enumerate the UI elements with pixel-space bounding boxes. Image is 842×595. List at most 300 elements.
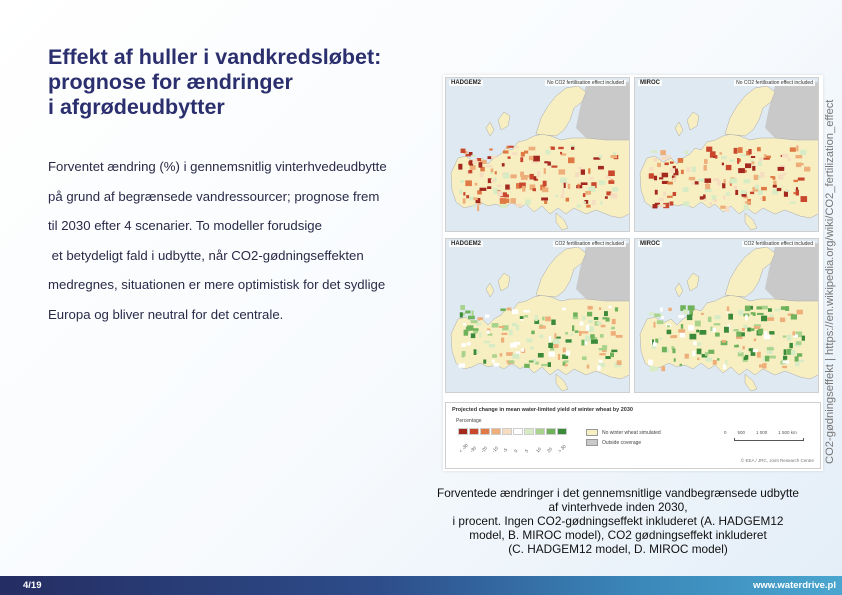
yield-cell bbox=[720, 152, 723, 155]
yield-cell bbox=[661, 316, 664, 319]
yield-cell bbox=[745, 315, 748, 321]
yield-cell bbox=[537, 171, 540, 177]
yield-cell bbox=[757, 147, 761, 151]
yield-cell bbox=[728, 314, 733, 320]
yield-cell bbox=[790, 147, 796, 151]
legend-tick-label: 10 bbox=[535, 446, 543, 454]
legend-tick-label: -20 bbox=[480, 445, 489, 454]
yield-cell bbox=[472, 329, 479, 331]
yield-cell bbox=[590, 186, 595, 192]
legend-swatch bbox=[513, 428, 523, 435]
yield-cell bbox=[599, 155, 602, 158]
yield-cell bbox=[476, 323, 481, 326]
legend-title: Projected change in mean water-limited yield of winter wheat by 2030 bbox=[452, 407, 633, 413]
yield-cell bbox=[572, 325, 574, 331]
yield-cell bbox=[520, 316, 524, 319]
key-label: No winter wheat simulated bbox=[602, 429, 661, 436]
legend-swatch bbox=[502, 428, 512, 435]
yield-cell bbox=[796, 341, 802, 345]
yield-cell bbox=[503, 173, 509, 179]
yield-cell bbox=[688, 325, 694, 331]
yield-cell bbox=[689, 177, 695, 180]
yield-cell bbox=[745, 306, 750, 312]
yield-cell bbox=[599, 307, 601, 310]
yield-cell bbox=[789, 202, 795, 204]
yield-cell bbox=[700, 196, 704, 199]
yield-cell bbox=[463, 198, 466, 203]
yield-cell bbox=[460, 305, 465, 310]
yield-cell bbox=[516, 325, 519, 331]
yield-cell bbox=[714, 323, 721, 325]
yield-cell bbox=[708, 317, 712, 322]
yield-cell bbox=[509, 360, 515, 363]
yield-cell bbox=[667, 325, 670, 327]
yield-cell bbox=[774, 309, 780, 312]
land-area bbox=[745, 374, 757, 391]
legend-key-outside bbox=[586, 439, 641, 446]
yield-cell bbox=[548, 362, 551, 367]
legend-tick-label: -10 bbox=[491, 445, 500, 454]
yield-cell bbox=[665, 155, 671, 158]
map-legend bbox=[445, 402, 821, 469]
yield-cell bbox=[717, 358, 719, 360]
body-line: Forventet ændring (%) i gennemsnitlig vinterhvedeudbytte bbox=[48, 159, 387, 174]
yield-cell bbox=[467, 342, 471, 345]
yield-cell bbox=[529, 147, 536, 151]
yield-cell bbox=[761, 316, 767, 322]
yield-cell bbox=[760, 172, 764, 178]
yield-cell bbox=[486, 165, 493, 167]
yield-cell bbox=[575, 172, 579, 177]
yield-cell bbox=[506, 352, 513, 356]
yield-cell bbox=[525, 199, 530, 205]
yield-cell bbox=[520, 157, 523, 162]
yield-cell bbox=[566, 339, 572, 342]
yield-cell bbox=[472, 155, 476, 157]
legend-key-no-data bbox=[586, 429, 661, 436]
yield-cell bbox=[685, 151, 689, 154]
yield-cell bbox=[759, 157, 762, 161]
yield-cell bbox=[724, 327, 729, 333]
yield-cell bbox=[473, 205, 476, 208]
yield-cell bbox=[658, 172, 660, 175]
caption-line: (C. HADGEM12 model, D. MIROC model) bbox=[508, 542, 728, 556]
yield-cell bbox=[459, 190, 462, 195]
body-line: Europa og bliver neutral for det centrale. bbox=[48, 306, 284, 322]
yield-cell bbox=[516, 146, 519, 148]
yield-cell bbox=[564, 360, 569, 362]
yield-cell bbox=[471, 333, 476, 338]
yield-cell bbox=[708, 350, 714, 354]
yield-cell bbox=[485, 315, 489, 318]
yield-cell bbox=[521, 175, 528, 180]
yield-cell bbox=[544, 161, 548, 163]
yield-cell bbox=[566, 198, 570, 202]
yield-cell bbox=[554, 333, 556, 339]
yield-cell bbox=[767, 351, 773, 354]
yield-cell bbox=[722, 340, 726, 343]
europe-map-image bbox=[635, 239, 819, 393]
yield-cell bbox=[750, 192, 754, 194]
yield-cell bbox=[541, 198, 548, 201]
map-model-label: MIROC bbox=[640, 241, 660, 247]
yield-cell bbox=[505, 185, 510, 190]
yield-cell bbox=[611, 193, 618, 198]
yield-cell bbox=[777, 188, 782, 191]
legend-swatches bbox=[458, 428, 568, 435]
map-panel bbox=[445, 238, 630, 393]
yield-cell bbox=[662, 347, 667, 353]
yield-cell bbox=[494, 363, 500, 367]
map-note: CO2 fertilisation effect included bbox=[743, 241, 813, 247]
yield-cell bbox=[796, 163, 801, 168]
yield-cell bbox=[721, 156, 727, 159]
yield-cell bbox=[461, 149, 466, 153]
yield-cell bbox=[558, 147, 563, 149]
yield-cell bbox=[658, 198, 664, 202]
yield-cell bbox=[787, 335, 791, 341]
yield-cell bbox=[683, 310, 688, 315]
yield-cell bbox=[472, 311, 474, 317]
yield-cell bbox=[545, 317, 551, 322]
yield-cell bbox=[750, 328, 754, 331]
yield-cell bbox=[495, 171, 497, 174]
yield-cell bbox=[477, 158, 481, 161]
yield-cell bbox=[583, 193, 586, 197]
yield-cell bbox=[539, 326, 546, 329]
yield-cell bbox=[533, 156, 540, 162]
yield-cell bbox=[730, 159, 735, 161]
yield-cell bbox=[673, 178, 676, 182]
yield-cell bbox=[477, 350, 479, 354]
yield-cell bbox=[663, 192, 666, 196]
yield-cell bbox=[762, 363, 766, 368]
yield-cell bbox=[568, 157, 575, 163]
outside-swatch bbox=[586, 439, 598, 446]
yield-cell bbox=[512, 152, 517, 155]
yield-cell bbox=[667, 182, 673, 185]
map-panel bbox=[634, 238, 819, 393]
source-credit: CO2-gødningseffekt | https://en.wikipedia.org/wiki/CO2_fertilization_effect bbox=[824, 99, 836, 464]
yield-cell bbox=[795, 356, 799, 361]
title-line: Effekt af huller i vandkredsløbet: bbox=[48, 45, 382, 69]
yield-cell bbox=[681, 170, 684, 174]
legend-subtitle: Percentage bbox=[456, 418, 482, 424]
yield-cell bbox=[512, 309, 518, 314]
yield-cell bbox=[796, 155, 803, 158]
yield-cell bbox=[500, 308, 505, 311]
yield-cell bbox=[571, 147, 574, 150]
yield-cell bbox=[548, 343, 553, 348]
yield-cell bbox=[553, 339, 560, 345]
yield-cell bbox=[459, 363, 465, 367]
yield-cell bbox=[753, 349, 758, 352]
yield-cell bbox=[560, 178, 567, 183]
legend-swatch bbox=[535, 428, 545, 435]
yield-cell bbox=[722, 163, 724, 166]
yield-cell bbox=[492, 323, 499, 328]
yield-cell bbox=[793, 180, 798, 182]
yield-cell bbox=[477, 190, 482, 194]
yield-cell bbox=[714, 315, 720, 319]
yield-cell bbox=[678, 329, 685, 333]
yield-cell bbox=[760, 197, 763, 200]
yield-cell bbox=[668, 308, 671, 311]
yield-cell bbox=[501, 338, 504, 343]
yield-cell bbox=[768, 308, 772, 312]
yield-cell bbox=[544, 168, 546, 174]
map-note: No CO2 fertilisation effect included bbox=[736, 80, 813, 86]
yield-cell bbox=[690, 334, 697, 340]
yield-cell bbox=[681, 324, 683, 329]
yield-cell bbox=[529, 360, 534, 362]
yield-cell bbox=[734, 148, 738, 154]
no-data-swatch bbox=[586, 429, 598, 436]
title-line: i afgrødeudbytter bbox=[48, 95, 225, 119]
yield-cell bbox=[578, 167, 583, 170]
yield-cell bbox=[600, 334, 604, 338]
map-model-label: MIROC bbox=[640, 80, 660, 86]
yield-cell bbox=[696, 330, 699, 333]
yield-cell bbox=[599, 353, 606, 355]
yield-cell bbox=[693, 341, 697, 345]
yield-cell bbox=[463, 192, 465, 196]
yield-cell bbox=[799, 360, 805, 363]
yield-cell bbox=[657, 163, 661, 167]
yield-cell bbox=[781, 306, 788, 310]
yield-cell bbox=[500, 198, 507, 204]
yield-cell bbox=[561, 195, 565, 198]
europe-map-image bbox=[635, 78, 819, 232]
yield-cell bbox=[782, 366, 787, 368]
body-line: på grund af begrænsede vandressourcer; prognose frem bbox=[48, 188, 380, 204]
yield-cell bbox=[783, 356, 787, 360]
yield-cell bbox=[672, 348, 675, 353]
legend-swatch bbox=[546, 428, 556, 435]
yield-cell bbox=[588, 168, 590, 173]
yield-cell bbox=[672, 176, 675, 179]
yield-cell bbox=[542, 317, 545, 321]
yield-cell bbox=[784, 349, 787, 355]
yield-cell bbox=[758, 190, 764, 195]
yield-cell bbox=[697, 358, 700, 360]
yield-cell bbox=[612, 319, 616, 324]
yield-cell bbox=[524, 310, 531, 313]
yield-cell bbox=[460, 312, 463, 317]
land-area bbox=[486, 122, 494, 136]
yield-cell bbox=[469, 152, 473, 155]
yield-cell bbox=[680, 364, 683, 366]
yield-cell bbox=[804, 167, 810, 172]
yield-cell bbox=[612, 187, 618, 191]
yield-cell bbox=[577, 184, 579, 189]
yield-cell bbox=[662, 173, 669, 178]
yield-cell bbox=[751, 160, 755, 162]
scale-bar-labels bbox=[724, 430, 797, 435]
yield-cell bbox=[491, 169, 494, 173]
yield-cell bbox=[674, 358, 676, 362]
yield-cell bbox=[699, 330, 706, 335]
yield-cell bbox=[491, 179, 495, 183]
yield-cell bbox=[778, 167, 785, 171]
yield-cell bbox=[783, 361, 790, 364]
yield-cell bbox=[767, 347, 774, 350]
yield-cell bbox=[743, 346, 745, 350]
yield-cell bbox=[653, 204, 658, 208]
map-panel bbox=[634, 77, 819, 232]
scale-label: 1 500 km bbox=[778, 430, 797, 435]
yield-cell bbox=[791, 314, 797, 319]
yield-cell bbox=[769, 331, 774, 335]
yield-cell bbox=[667, 349, 669, 353]
yield-cell bbox=[506, 146, 509, 148]
yield-cell bbox=[608, 171, 615, 177]
land-area bbox=[687, 112, 699, 130]
yield-cell bbox=[788, 158, 791, 161]
map-note: No CO2 fertilisation effect included bbox=[547, 80, 624, 86]
yield-cell bbox=[657, 320, 664, 324]
yield-cell bbox=[586, 325, 589, 331]
yield-cell bbox=[752, 166, 755, 171]
yield-cell bbox=[599, 180, 606, 185]
yield-cell bbox=[521, 152, 525, 157]
yield-cell bbox=[529, 156, 534, 161]
yield-cell bbox=[673, 192, 677, 196]
yield-cell bbox=[725, 360, 727, 365]
land-area bbox=[556, 213, 568, 230]
yield-cell bbox=[683, 187, 689, 192]
yield-cell bbox=[475, 183, 478, 186]
key-label: Outside coverage bbox=[602, 439, 642, 446]
yield-cell bbox=[462, 353, 465, 358]
yield-cell bbox=[754, 339, 756, 342]
yield-cell bbox=[565, 364, 568, 367]
yield-cell bbox=[531, 331, 534, 335]
yield-cell bbox=[797, 310, 803, 315]
yield-cell bbox=[669, 168, 675, 173]
yield-cell bbox=[464, 330, 469, 336]
yield-cell bbox=[502, 333, 508, 335]
yield-cell bbox=[483, 360, 486, 364]
yield-cell bbox=[782, 173, 786, 176]
yield-cell bbox=[705, 178, 712, 183]
yield-cell bbox=[480, 188, 487, 191]
yield-cell bbox=[773, 185, 777, 188]
yield-cell bbox=[697, 349, 702, 355]
yield-cell bbox=[530, 174, 534, 180]
caption-line: i procent. Ingen CO2-gødningseffekt inkluderet (A. HADGEM12 bbox=[452, 514, 784, 528]
yield-cell bbox=[488, 156, 492, 159]
yield-cell bbox=[471, 320, 478, 323]
yield-cell bbox=[532, 161, 539, 163]
yield-cell bbox=[509, 330, 513, 336]
yield-cell bbox=[785, 190, 789, 192]
yield-cell bbox=[737, 158, 739, 164]
yield-cell bbox=[734, 186, 738, 189]
yield-cell bbox=[489, 344, 495, 347]
yield-cell bbox=[733, 329, 738, 331]
yield-cell bbox=[564, 183, 566, 188]
yield-cell bbox=[611, 179, 613, 181]
europe-map-image bbox=[446, 239, 630, 393]
yield-cell bbox=[697, 342, 701, 346]
yield-cell bbox=[549, 336, 551, 342]
yield-cell bbox=[706, 357, 713, 361]
yield-cell bbox=[587, 365, 590, 369]
yield-cell bbox=[521, 348, 524, 352]
yield-cell bbox=[710, 327, 712, 332]
legend-swatch bbox=[458, 428, 468, 435]
yield-cell bbox=[573, 317, 578, 320]
yield-cell bbox=[479, 332, 481, 337]
yield-cell bbox=[458, 164, 462, 170]
yield-cell bbox=[470, 165, 476, 170]
yield-cell bbox=[502, 163, 505, 166]
yield-cell bbox=[762, 196, 765, 201]
yield-cell bbox=[594, 317, 598, 320]
yield-cell bbox=[670, 162, 674, 164]
yield-cell bbox=[611, 331, 616, 336]
yield-cell bbox=[704, 199, 707, 201]
yield-cell bbox=[766, 156, 771, 159]
yield-cell bbox=[484, 341, 490, 343]
yield-cell bbox=[473, 197, 477, 200]
yield-cell bbox=[653, 342, 657, 346]
yield-cell bbox=[588, 306, 593, 310]
yield-cell bbox=[598, 166, 604, 170]
land-area bbox=[745, 213, 757, 230]
yield-cell bbox=[616, 335, 623, 338]
yield-cell bbox=[556, 337, 561, 339]
yield-cell bbox=[793, 331, 796, 335]
legend-copyright: © EEA / JRC, Joint Research Centre bbox=[740, 458, 814, 463]
yield-cell bbox=[745, 355, 748, 360]
yield-cell bbox=[742, 328, 745, 331]
yield-cell bbox=[611, 155, 618, 158]
footer-url[interactable]: www.waterdrive.pl bbox=[752, 580, 836, 591]
yield-cell bbox=[698, 179, 704, 182]
yield-cell bbox=[761, 187, 767, 190]
yield-cell bbox=[705, 352, 709, 356]
yield-cell bbox=[503, 150, 509, 153]
yield-cell bbox=[581, 182, 588, 185]
yield-cell bbox=[791, 350, 796, 355]
europe-map-image bbox=[446, 78, 630, 232]
yield-cell bbox=[720, 206, 726, 209]
scale-bar bbox=[734, 438, 804, 441]
yield-cell bbox=[592, 200, 596, 206]
yield-cell bbox=[692, 167, 696, 172]
yield-cell bbox=[713, 360, 717, 365]
yield-cell bbox=[540, 335, 544, 338]
yield-cell bbox=[507, 308, 512, 311]
yield-cell bbox=[659, 177, 663, 179]
yield-cell bbox=[727, 306, 729, 311]
yield-cell bbox=[590, 177, 594, 179]
yield-cell bbox=[739, 351, 742, 353]
yield-cell bbox=[754, 326, 761, 329]
yield-cell bbox=[745, 163, 751, 168]
yield-cell bbox=[782, 154, 789, 158]
yield-cell bbox=[724, 179, 726, 183]
yield-cell bbox=[738, 310, 743, 315]
yield-cell bbox=[617, 360, 622, 365]
yield-cell bbox=[609, 306, 612, 309]
yield-cell bbox=[713, 199, 717, 202]
yield-cell bbox=[563, 348, 566, 353]
yield-cell bbox=[600, 201, 602, 205]
yield-cell bbox=[665, 163, 669, 166]
